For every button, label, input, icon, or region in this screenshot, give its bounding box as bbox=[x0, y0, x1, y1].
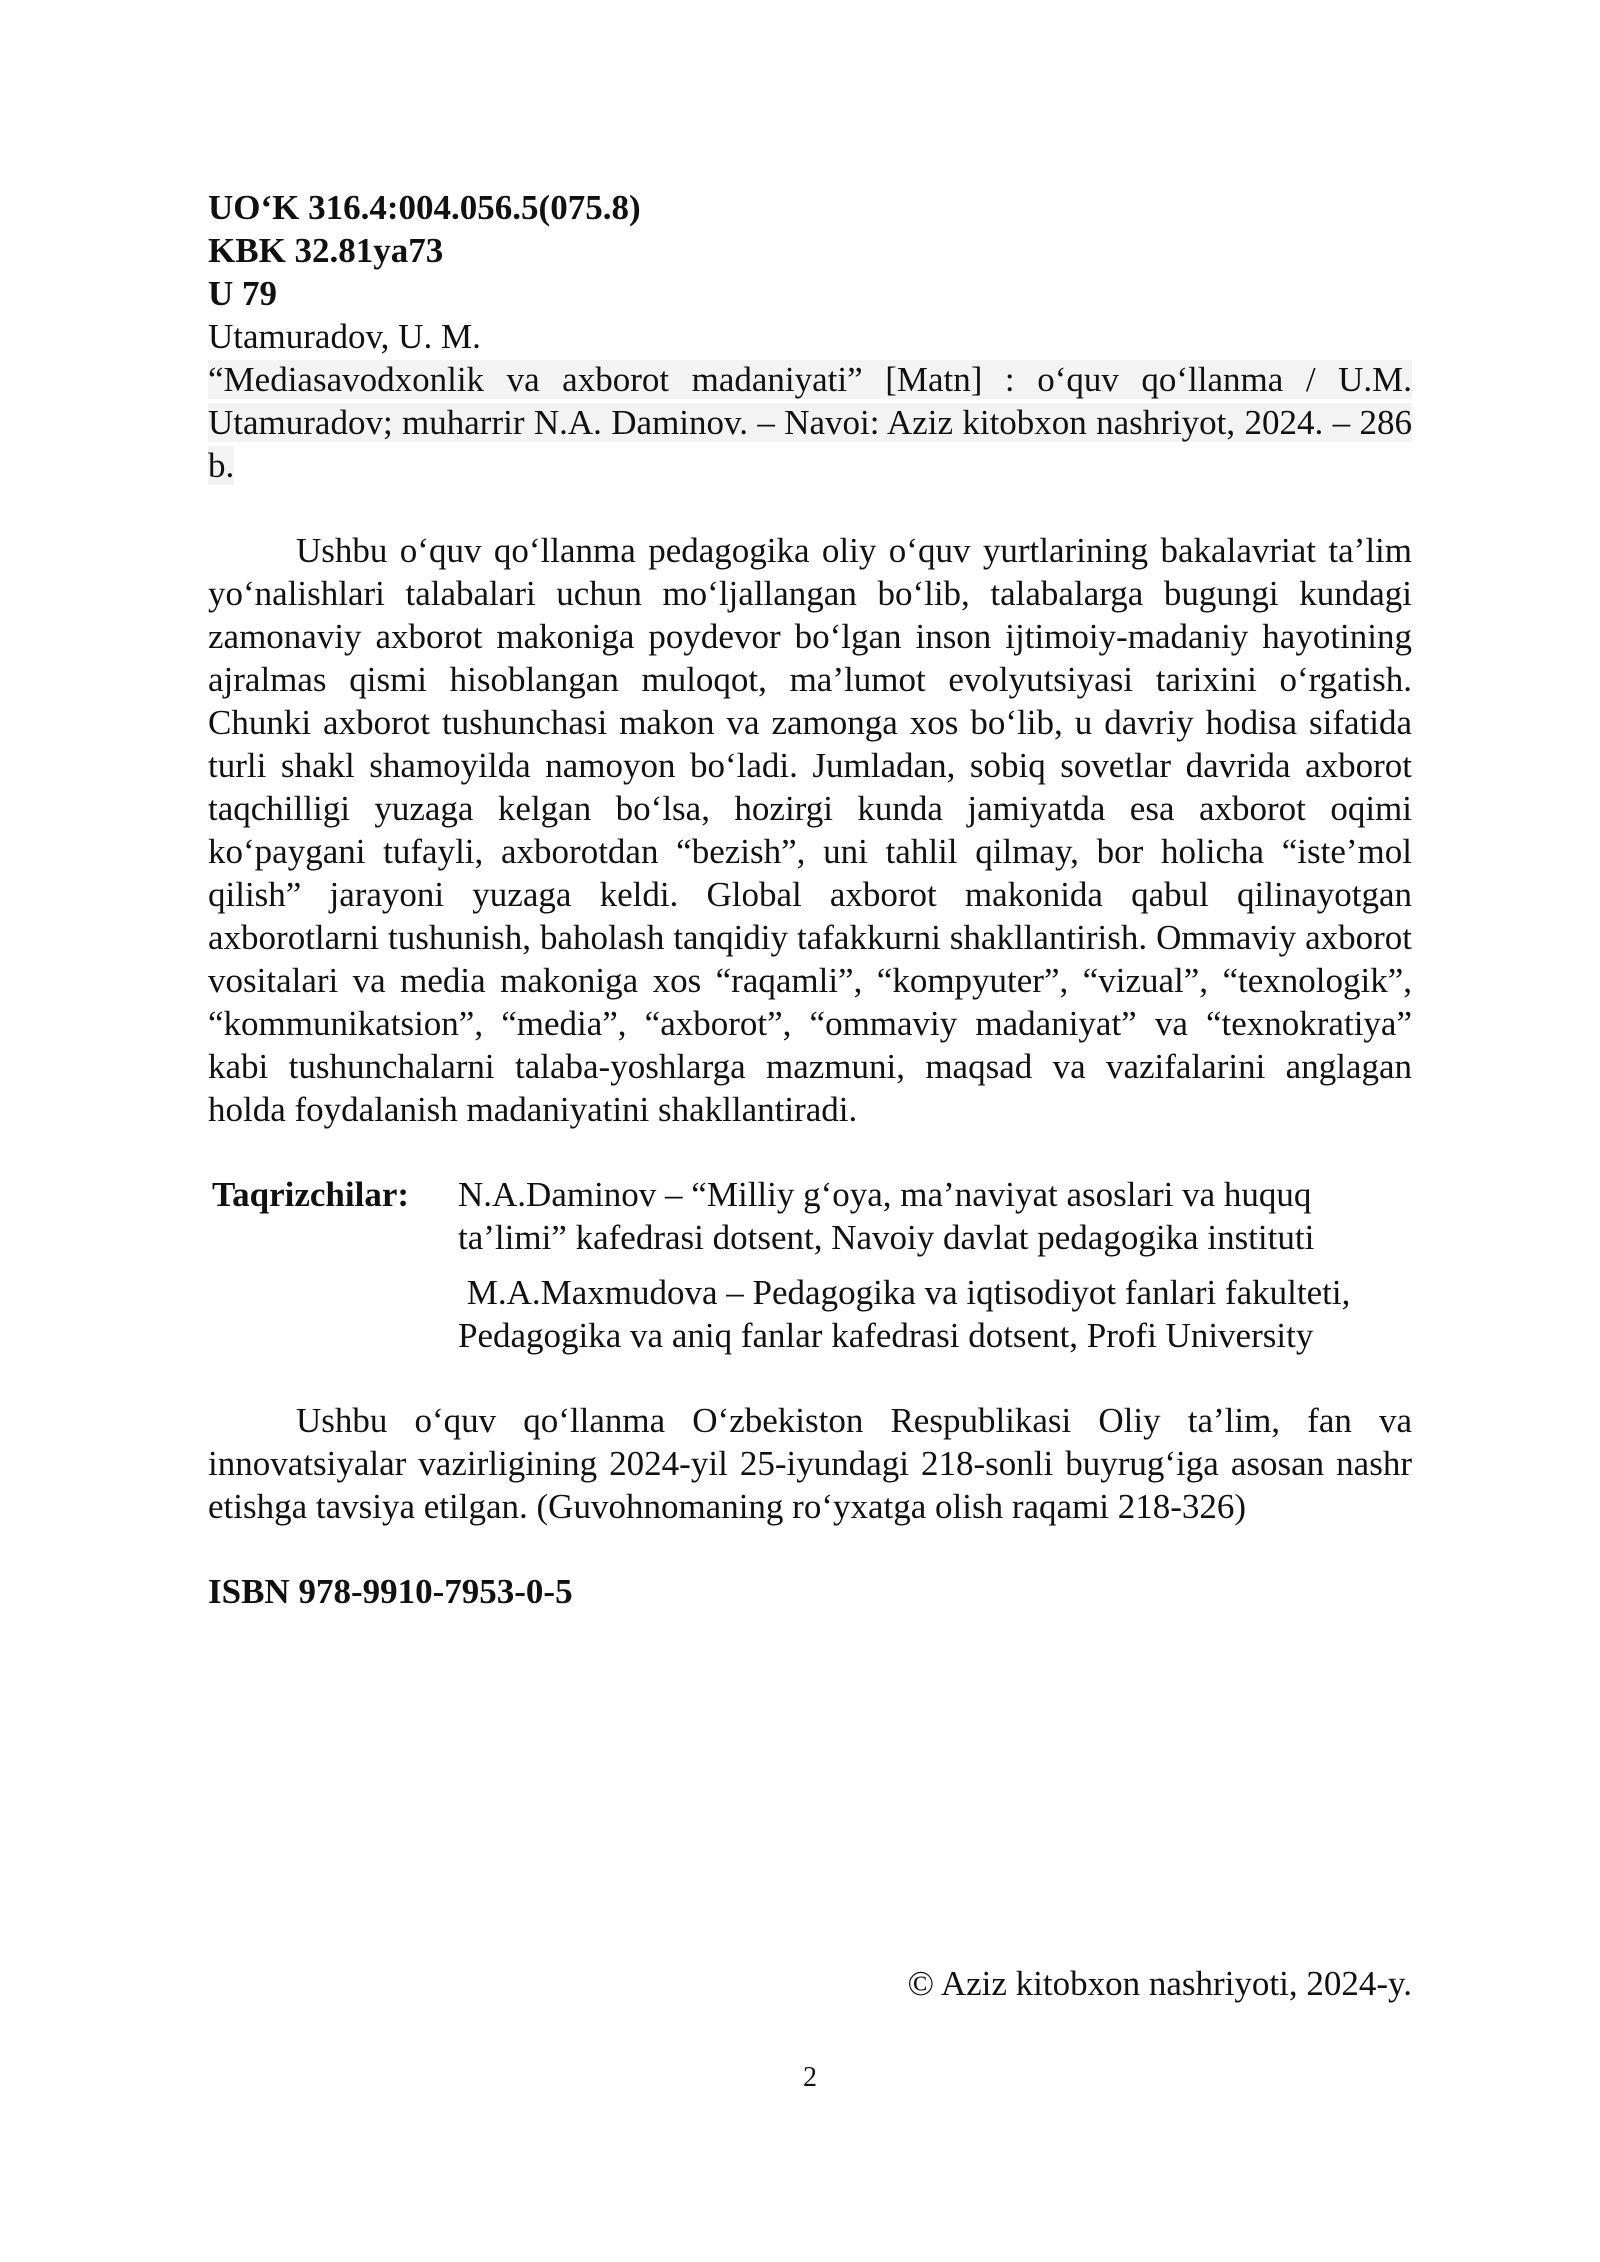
bbk-code: KBK 32.81ya73 bbox=[208, 231, 444, 270]
isbn: ISBN 978-9910-7953-0-5 bbox=[208, 1572, 573, 1611]
bibliographic-description-text: “Mediasavodxonlik va axborot madaniyati” [Matn] : o‘quv qo‘llanma / U.M. Utamuradov; muharrir N.A. Daminov. – Navoi: Aziz kitobxon nashriyot, 2024. – 286 b. bbox=[208, 360, 1412, 485]
reviewers-block bbox=[208, 1173, 1412, 1357]
reviewer-line: N.A.Daminov – “Milliy g‘oya, ma’naviyat asoslari va huquq bbox=[458, 1175, 1312, 1214]
approval-paragraph: Ushbu o‘quv qo‘llanma O‘zbekiston Respublikasi Oliy ta’lim, fan va innovatsiyalar vazirligining 2024-yil 25-iyundagi 218-sonli buyrug‘iga asosan nashr etishga tavsiya etilgan. (Guvohnomaning ro‘yxatga olish raqami 218-326) bbox=[208, 1401, 1412, 1526]
reviewer-line: Pedagogika va aniq fanlar kafedrasi dotsent, Profi University bbox=[458, 1316, 1314, 1355]
page-number: 2 bbox=[803, 2062, 817, 2093]
author-mark: U 79 bbox=[208, 274, 278, 313]
bibliographic-description bbox=[208, 358, 1412, 487]
catalog-block bbox=[208, 186, 1412, 487]
copyright-notice: © Aziz kitobxon nashriyoti, 2024-y. bbox=[907, 1964, 1412, 2003]
reviewers-label: Taqrizchilar: bbox=[212, 1175, 410, 1214]
udc-code: UO‘K 316.4:004.056.5(075.8) bbox=[208, 188, 641, 227]
document-page bbox=[208, 186, 1412, 1613]
annotation-paragraph: Ushbu o‘quv qo‘llanma pedagogika oliy o‘quv yurtlarining bakalavriat ta’lim yo‘nalishlari talabalari uchun mo‘ljallangan bo‘lib, talabalarga bugungi kundagi zamonaviy axborot makoniga poydevor bo‘lgan inson ijtimoiy-madaniy hayotining ajralmas qismi hisoblangan muloqot, ma’lumot evolyutsiyasi tarixini o‘rgatish. Chunki axborot tushunchasi makon va zamonga xos bo‘lib, u davriy hodisa sifatida turli shakl shamoyilda namoyon bo‘ladi. Jumladan, sobiq sovetlar davrida axborot taqchilligi yuzaga kelgan bo‘lsa, hozirgi kunda jamiyatda esa axborot oqimi ko‘paygani tufayli, axborotdan “bezish”, uni tahlil qilmay, bor holicha “iste’mol qilish” jarayoni yuzaga keldi. Global axborot makonida qabul qilinayotgan axborotlarni tushunish, baholash tanqidiy tafakkurni shakllantirish. Ommaviy axborot vositalari va media makoniga xos “raqamli”, “kompyuter”, “vizual”, “texnologik”, “kommunikatsion”, “media”, “axborot”, “ommaviy madaniyat” va “texnokratiya” kabi tushunchalarni talaba-yoshlarga mazmuni, maqsad va vazifalarini anglagan holda foydalanish madaniyatini shakllantiradi. bbox=[208, 531, 1412, 1129]
author-name: Utamuradov, U. M. bbox=[208, 317, 481, 356]
reviewer-entry bbox=[458, 1173, 1398, 1259]
reviewer-entry bbox=[458, 1271, 1398, 1357]
reviewer-line: ta’limi” kafedrasi dotsent, Navoiy davlat pedagogika instituti bbox=[458, 1218, 1315, 1257]
reviewer-line: M.A.Maxmudova – Pedagogika va iqtisodiyot fanlari fakulteti, bbox=[458, 1273, 1351, 1312]
